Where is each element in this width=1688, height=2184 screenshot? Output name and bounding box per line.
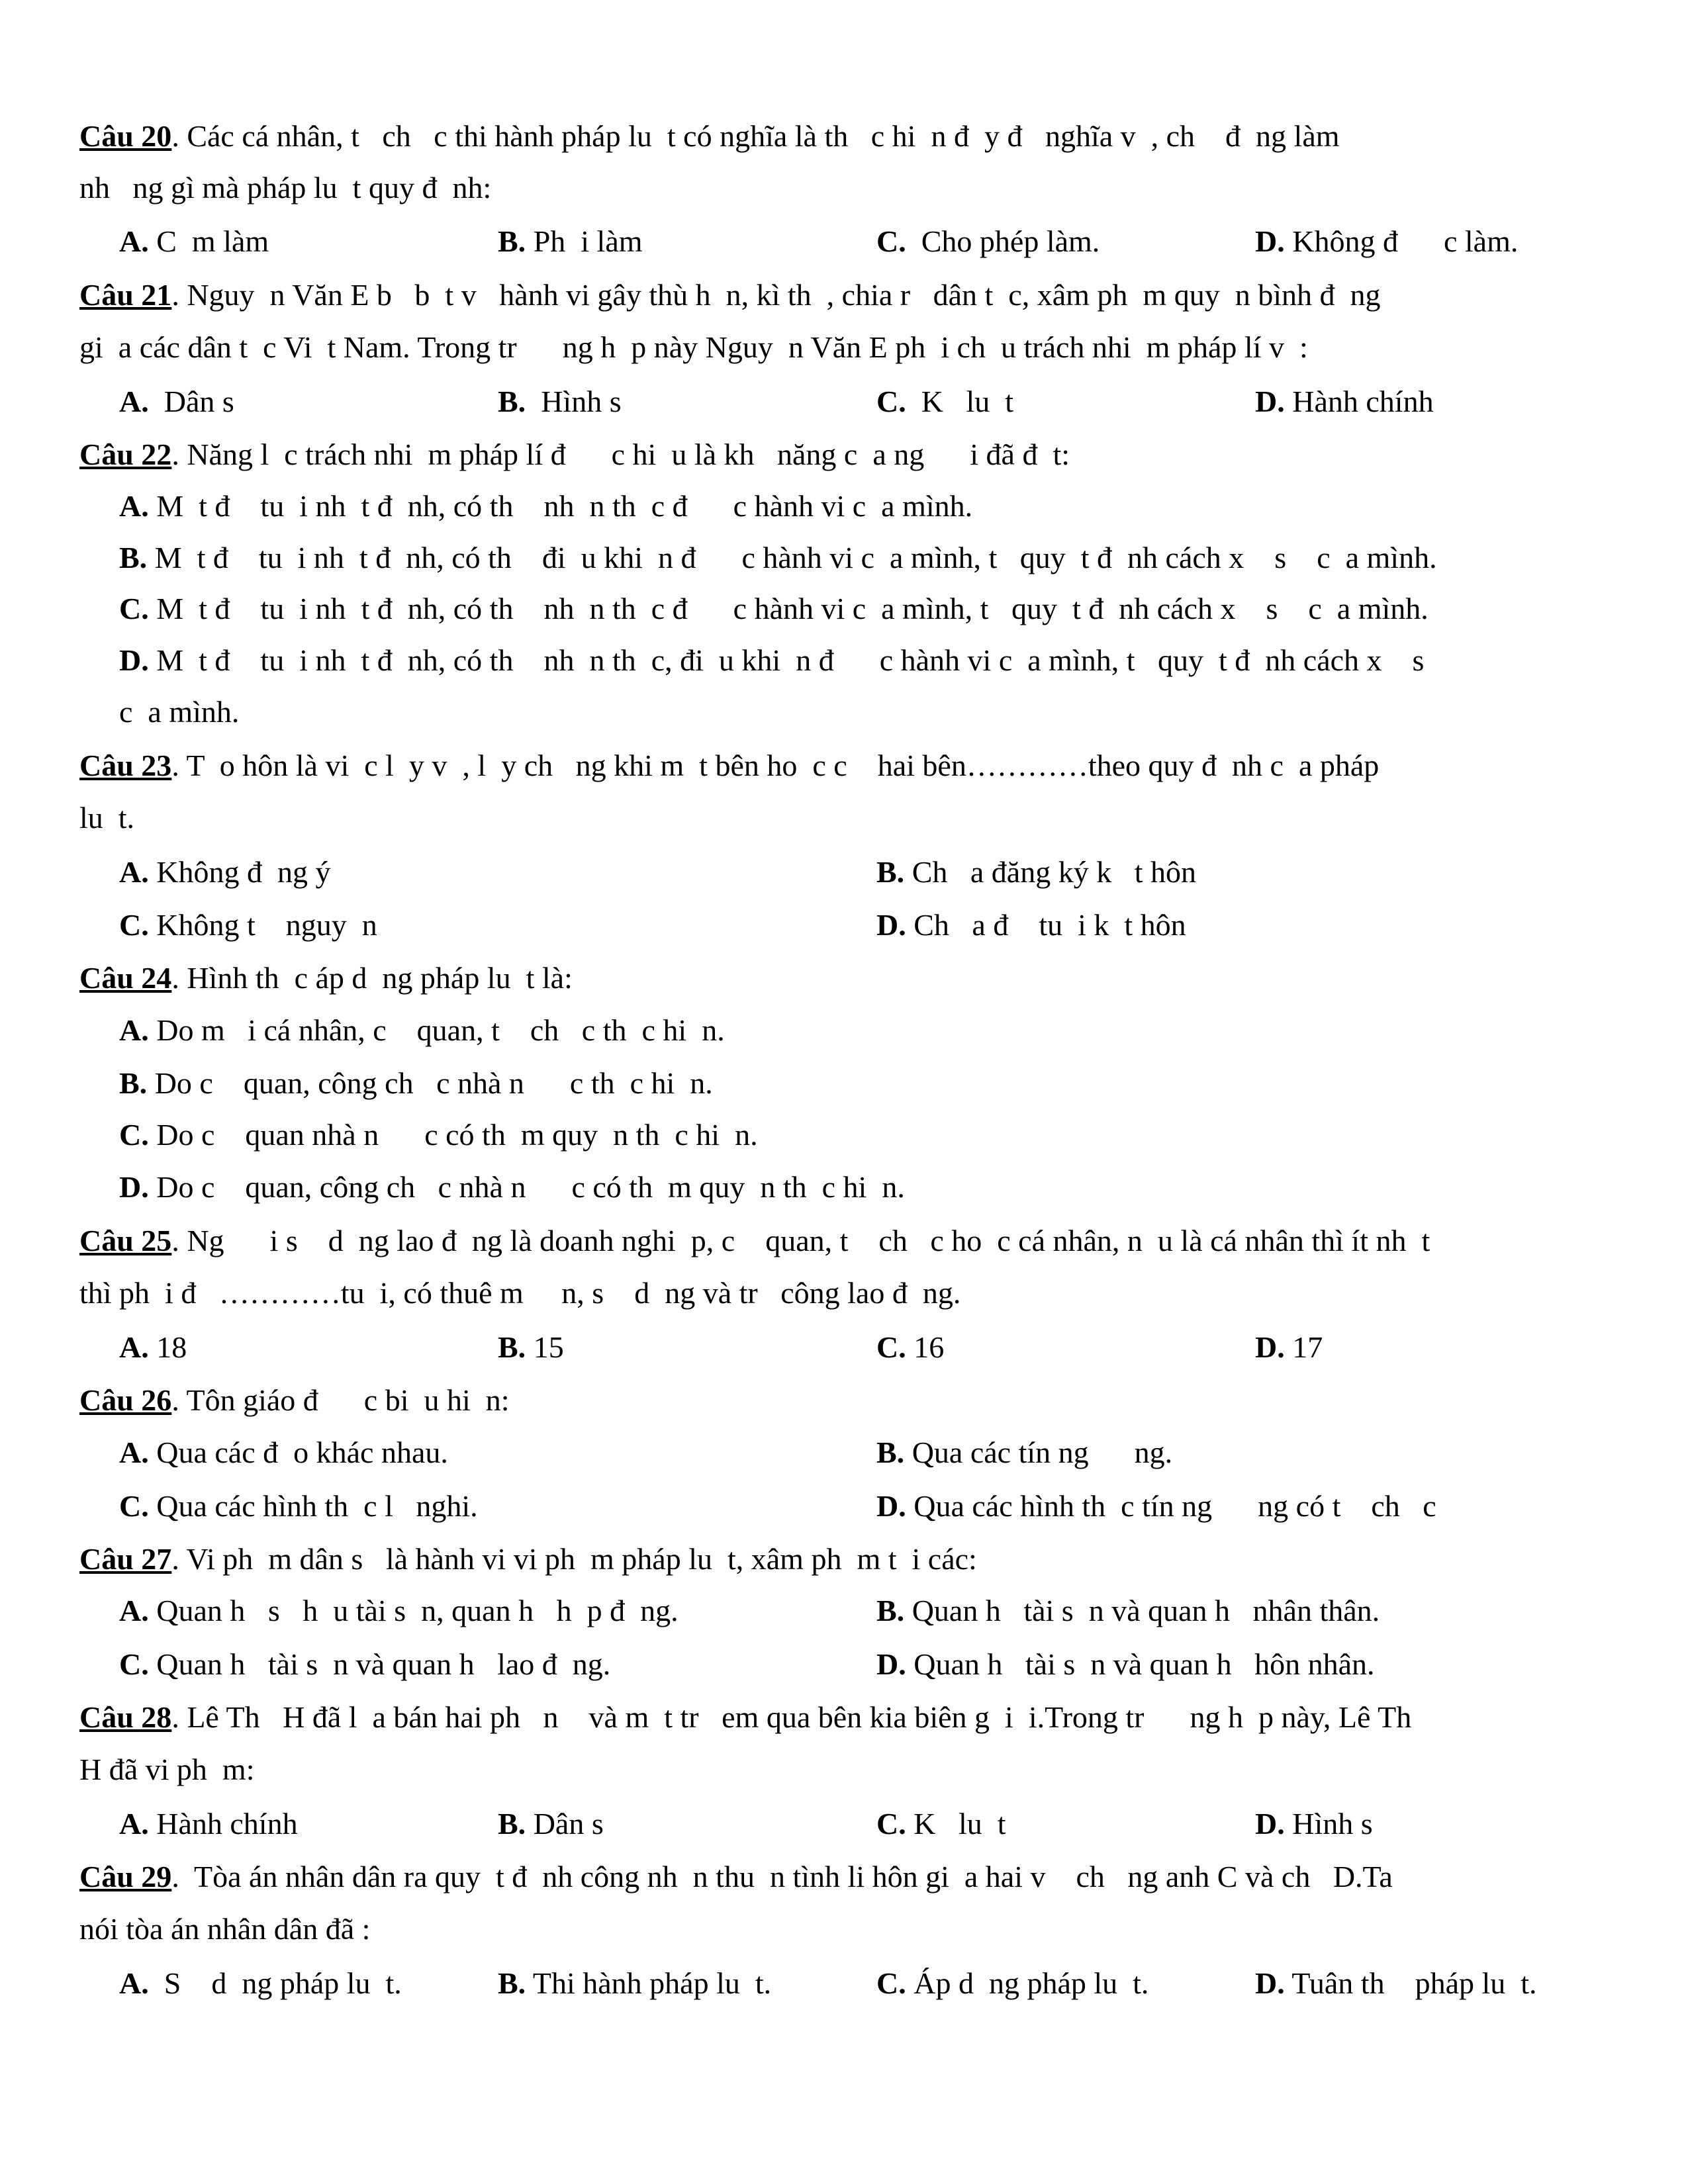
option-d-continuation: c a mình. — [119, 695, 240, 729]
option-c: C. Quan h tài s n và quan h lao đ ng. — [119, 1647, 611, 1681]
question-23-line-1: Câu 23. T o hôn là vi c l y v , l y ch ng khi m t bên ho c c hai bên…………theo quy đ nh c a pháp — [79, 749, 1380, 782]
option-a: A. Dân s — [119, 385, 234, 418]
option-b: B. Dân s — [498, 1807, 604, 1841]
option-c: C. 16 — [876, 1330, 945, 1364]
question-20-line-2: nh ng gì mà pháp lu t quy đ nh: — [79, 171, 492, 205]
option-c: C. M t đ tu i nh t đ nh, có th nh n th c đ c hành vi c a mình, t quy t đ nh cách x s c a mình. — [119, 592, 1429, 625]
option-d: D. Do c quan, công ch c nhà n c có th m quy n th c hi n. — [119, 1170, 905, 1204]
question-25-line-1: Câu 25. Ng i s d ng lao đ ng là doanh nghi p, c quan, t ch c ho c cá nhân, n u là cá nhân thì ít nh t — [79, 1224, 1430, 1257]
option-d: D. Hình s — [1255, 1807, 1373, 1841]
option-d: D. Hành chính — [1255, 385, 1434, 418]
question-27-line-1: Câu 27. Vi ph m dân s là hành vi vi ph m pháp lu t, xâm ph m t i các: — [79, 1542, 977, 1576]
question-number: Câu 20 — [79, 119, 172, 153]
question-number: Câu 25 — [79, 1224, 172, 1257]
question-28-line-2: H đã vi ph m: — [79, 1752, 255, 1786]
option-c: C. Do c quan nhà n c có th m quy n th c hi n. — [119, 1118, 758, 1152]
option-b: B. M t đ tu i nh t đ nh, có th đi u khi n đ c hành vi c a mình, t quy t đ nh cách x s c a mình. — [119, 541, 1437, 574]
option-c: C. Không t nguy n — [119, 908, 377, 942]
option-a: A. M t đ tu i nh t đ nh, có th nh n th c đ c hành vi c a mình. — [119, 489, 973, 523]
question-22-line-1: Câu 22. Năng l c trách nhi m pháp lí đ c hi u là kh năng c a ng i đã đ t: — [79, 437, 1070, 471]
option-b: B. Qua các tín ng ng. — [876, 1435, 1173, 1469]
option-b: B. 15 — [498, 1330, 564, 1364]
option-b: B. Do c quan, công ch c nhà n c th c hi n. — [119, 1066, 713, 1100]
question-26-line-1: Câu 26. Tôn giáo đ c bi u hi n: — [79, 1383, 510, 1417]
option-c: C. K lu t — [876, 1807, 1006, 1841]
option-c: C. K lu t — [876, 385, 1014, 418]
question-number: Câu 24 — [79, 961, 172, 995]
option-d: D. Ch a đ tu i k t hôn — [876, 908, 1186, 942]
question-number: Câu 27 — [79, 1542, 172, 1576]
option-b: B. Ph i làm — [498, 224, 643, 258]
question-number: Câu 29 — [79, 1860, 172, 1893]
option-a: A. S d ng pháp lu t. — [119, 1966, 402, 2000]
question-24-line-1: Câu 24. Hình th c áp d ng pháp lu t là: — [79, 961, 573, 995]
question-29-line-1: Câu 29. Tòa án nhân dân ra quy t đ nh công nh n thu n tình li hôn gi a hai v ch ng anh C và ch D.Ta — [79, 1860, 1393, 1893]
question-20-line-1: Câu 20. Các cá nhân, t ch c thi hành pháp lu t có nghĩa là th c hi n đ y đ nghĩa v , ch đ ng làm — [79, 119, 1340, 153]
option-b: B. Hình s — [498, 385, 622, 418]
question-number: Câu 26 — [79, 1383, 172, 1417]
option-c: C. Qua các hình th c l nghi. — [119, 1489, 478, 1523]
option-b: B. Ch a đăng ký k t hôn — [876, 855, 1196, 889]
option-a: A. 18 — [119, 1330, 187, 1364]
question-number: Câu 23 — [79, 749, 172, 782]
question-number: Câu 28 — [79, 1700, 172, 1734]
option-d: D. 17 — [1255, 1330, 1323, 1364]
question-25-line-2: thì ph i đ …………tu i, có thuê m n, s d ng và tr công lao đ ng. — [79, 1276, 961, 1310]
question-number: Câu 21 — [79, 278, 172, 312]
option-b: B. Thi hành pháp lu t. — [498, 1966, 772, 2000]
question-23-line-2: lu t. — [79, 801, 135, 835]
option-d: D. Tuân th pháp lu t. — [1255, 1966, 1537, 2000]
option-a: A. Không đ ng ý — [119, 855, 331, 889]
question-21-line-1: Câu 21. Nguy n Văn E b b t v hành vi gây thù h n, kì th , chia r dân t c, xâm ph m quy n bình đ ng — [79, 278, 1381, 312]
option-d: D. Qua các hình th c tín ng ng có t ch c — [876, 1489, 1436, 1523]
option-c: C. Cho phép làm. — [876, 224, 1100, 258]
option-a: A. Do m i cá nhân, c quan, t ch c th c hi n. — [119, 1013, 725, 1047]
option-a: A. C m làm — [119, 224, 269, 258]
question-28-line-1: Câu 28. Lê Th H đã l a bán hai ph n và m t tr em qua bên kia biên g i i.Trong tr ng h p này, Lê Th — [79, 1700, 1412, 1734]
option-d: D. Quan h tài s n và quan h hôn nhân. — [876, 1647, 1375, 1681]
question-21-line-2: gi a các dân t c Vi t Nam. Trong tr ng h p này Nguy n Văn E ph i ch u trách nhi m pháp lí v : — [79, 330, 1308, 364]
question-number: Câu 22 — [79, 437, 172, 471]
option-b: B. Quan h tài s n và quan h nhân thân. — [876, 1594, 1380, 1627]
option-c: C. Áp d ng pháp lu t. — [876, 1966, 1149, 2000]
option-a: A. Qua các đ o khác nhau. — [119, 1435, 448, 1469]
question-29-line-2: nói tòa án nhân dân đã : — [79, 1912, 371, 1946]
option-d: D. Không đ c làm. — [1255, 224, 1519, 258]
option-d: D. M t đ tu i nh t đ nh, có th nh n th c, đi u khi n đ c hành vi c a mình, t quy t đ nh cách x s — [119, 643, 1425, 677]
option-a: A. Hành chính — [119, 1807, 298, 1841]
option-a: A. Quan h s h u tài s n, quan h h p đ ng. — [119, 1594, 679, 1627]
